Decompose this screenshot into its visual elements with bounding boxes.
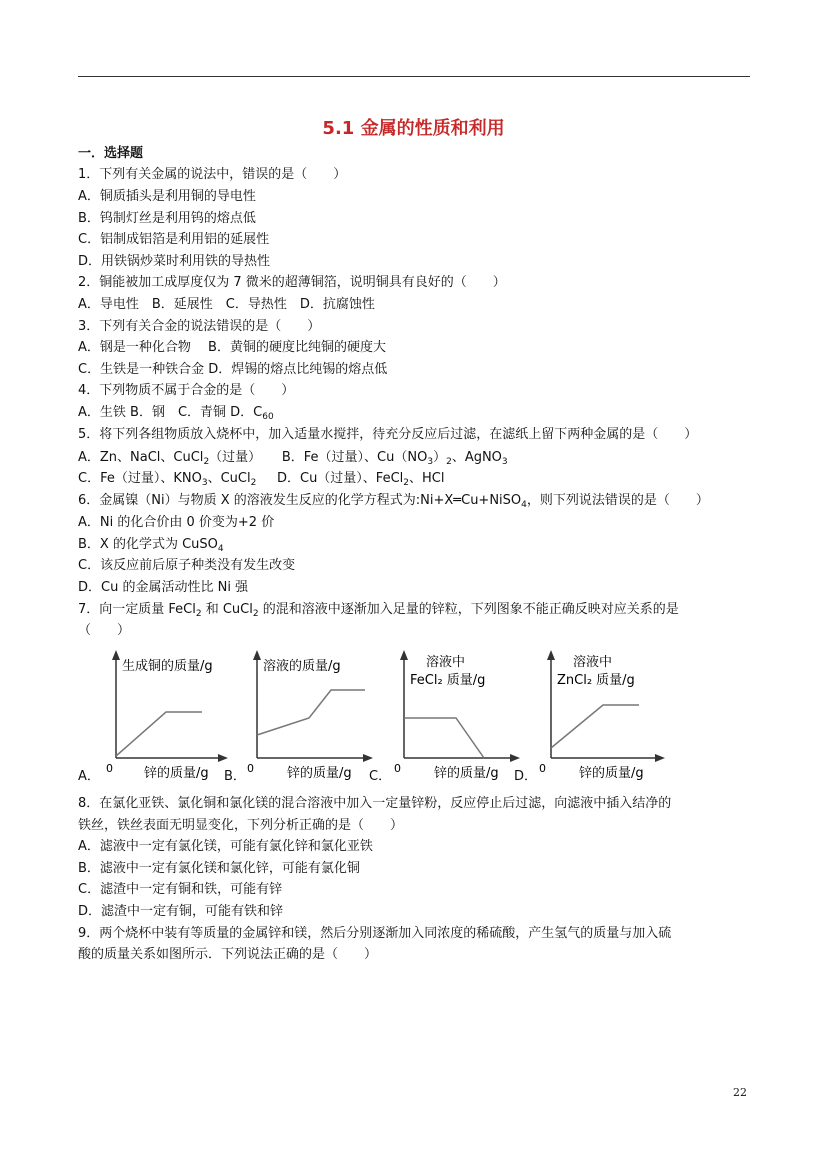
question-8-option-a: A．滤液中一定有氯化镁，可能有氯化锌和氯化亚铁 [78,839,373,854]
q5-c-sub2: 2 [250,478,257,488]
graph-d-ylabel: 溶液中 [573,655,613,670]
graph-b-origin: 0 [247,762,254,775]
q7-stem-pre: 7．向一定质量 FeCl [78,602,196,617]
question-7-stem [78,601,679,623]
question-1-option-c: C．铝制成铝箔是利用铝的延展性 [78,232,270,247]
question-9-stem-line1: 9．两个烧杯中装有等质量的金属锌和镁，然后分别逐渐加入同浓度的稀硫酸，产生氢气的质量与加入硫 [78,926,672,941]
q7-stem-post: 的混和溶液中逐渐加入足量的锌粒，下列图象不能正确反映对应关系的是 [258,602,679,617]
question-8-stem-line2: 铁丝，铁丝表面无明显变化，下列分析正确的是（ ） [78,818,404,833]
q5-d-post: 、HCl [409,471,445,486]
graph-b [243,648,378,783]
graph-a-letter: A． [78,769,100,784]
graph-d-y-arrow [547,650,555,660]
graph-b-ylabel: 溶液的质量/g [263,659,341,674]
graph-c-xlabel: 锌的质量/g [434,766,499,781]
q7-stem-sub2: 2 [252,609,259,619]
question-1-stem: 1．下列有关金属的说法中，错误的是（ ） [78,167,347,182]
graph-c-x-arrow [510,754,520,762]
question-5-stem: 5．将下列各组物质放入烧杯中，加入适量水搅拌，待充分反应后过滤，在滤纸上留下两种金属的是（ ） [78,427,698,442]
section-heading: 一．选择题 [78,146,144,161]
question-4-options-subscript: 60 [262,412,274,422]
question-3-stem: 3．下列有关合金的说法错误的是（ ） [78,319,321,334]
question-7-stem-tail: （ ） [78,623,131,638]
question-6-option-b [78,536,224,558]
graph-c [390,648,525,783]
question-3-options-cd: C．生铁是一种铁合金 D．焊锡的熔点比纯锡的熔点低 [78,362,388,377]
q7-stem-sub1: 2 [195,609,202,619]
graph-b-x-arrow [363,754,373,762]
q5-b-pre: B．Fe（过量）、Cu（NO [281,450,428,465]
question-6-option-c: C．该反应前后原子种类没有发生改变 [78,558,296,573]
question-6-option-d: D．Cu 的金属活动性比 Ni 强 [78,580,249,595]
q5-a-pre: A．Zn、NaCl、CuCl [78,450,204,465]
graph-a-xlabel: 锌的质量/g [144,766,209,781]
graph-d-origin: 0 [539,762,546,775]
question-4-options-text: A．生铁 B．钢 C．青铜 D．C [78,405,263,420]
question-4-options [78,404,274,426]
q6-b-sub: 4 [217,544,224,554]
graph-a-x-arrow [218,754,228,762]
graph-b-curve [257,690,365,735]
page-number: 22 [733,1086,747,1099]
question-8-option-d: D．滤渣中一定有铜，可能有铁和锌 [78,904,284,919]
q5-d-pre: D．Cu（过量）、FeCl [276,471,404,486]
q7-stem-mid: 和 CuCl [201,602,253,617]
q5-b-post: 、AgNO [451,450,502,465]
graph-c-y-arrow [400,650,408,660]
question-8-option-b: B．滤液中一定有氯化镁和氯化锌，可能有氯化铜 [78,861,360,876]
q5-a-sub: 2 [203,457,210,467]
graph-d-x-arrow [655,754,665,762]
question-5-options-ab [78,449,508,471]
q5-b-sub2: 2 [446,457,452,467]
q5-c-sub1: 3 [201,478,208,488]
q5-b-mid: ） [433,450,447,465]
question-4-stem: 4．下列物质不属于合金的是（ ） [78,383,295,398]
question-8-option-c: C．滤渣中一定有铜和铁，可能有锌 [78,882,283,897]
q5-c-mid: 、CuCl [207,471,251,486]
graph-c-ylabel2: FeCl₂ 质量/g [410,673,486,688]
graph-d-curve [551,705,639,748]
q5-b-sub3: 3 [501,457,508,467]
question-8-stem-line1: 8．在氯化亚铁、氯化铜和氯化镁的混合溶液中加入一定量锌粉，反应停止后过滤，向滤液中插入结净的 [78,796,672,811]
graph-d-letter: D． [514,769,538,784]
q5-c-pre: C．Fe（过量）、KNO [78,471,202,486]
question-1-option-a: A．铜质插头是利用铜的导电性 [78,189,256,204]
graph-c-ylabel: 溶液中 [426,655,466,670]
graph-c-origin: 0 [394,762,401,775]
header-rule [78,76,750,77]
q6-stem-pre: 6．金属镍（Ni）与物质 X 的溶液发生反应的化学方程式为:Ni+X═Cu+NiSO [78,493,522,508]
q6-stem-sub: 4 [521,500,527,510]
question-2-options: A．导电性 B．延展性 C．导热性 D．抗腐蚀性 [78,297,375,312]
graph-b-y-arrow [253,650,261,660]
question-1-option-b: B．钨制灯丝是利用钨的熔点低 [78,211,256,226]
question-1-option-d: D．用铁锅炒菜时利用铁的导热性 [78,254,271,269]
graph-a-origin: 0 [106,762,113,775]
question-9-stem-line2: 酸的质量关系如图所示．下列说法正确的是（ ） [78,947,378,962]
question-2-stem: 2．铜能被加工成厚度仅为 7 微米的超薄铜箔，说明铜具有良好的（ ） [78,275,506,290]
graph-d-ylabel2: ZnCl₂ 质量/g [557,673,635,688]
page-title: 5.1 金属的性质和利用 [322,118,505,139]
graph-d [535,648,670,783]
q5-b-sub1: 3 [427,457,434,467]
graph-a-y-arrow [112,650,120,660]
q6-stem-post: ，则下列说法错误的是（ ） [526,493,709,508]
graph-a-curve [116,712,202,756]
graph-c-letter: C． [369,769,392,784]
question-6-option-a: A．Ni 的化合价由 0 价变为+2 价 [78,515,275,530]
question-6-stem [78,492,709,514]
graph-b-letter: B． [224,769,246,784]
graph-a-ylabel: 生成铜的质量/g [122,659,213,674]
question-3-options-ab: A．钢是一种化合物 B．黄铜的硬度比纯铜的硬度大 [78,340,386,355]
q5-d-sub: 2 [403,478,409,488]
q5-a-post: （过量） [209,450,262,465]
graph-c-curve [404,718,484,758]
graph-d-xlabel: 锌的质量/g [579,766,644,781]
question-5-options-cd [78,470,444,492]
graph-a [100,648,230,783]
q6-b-pre: B．X 的化学式为 CuSO [78,537,218,552]
graph-b-xlabel: 锌的质量/g [287,766,352,781]
